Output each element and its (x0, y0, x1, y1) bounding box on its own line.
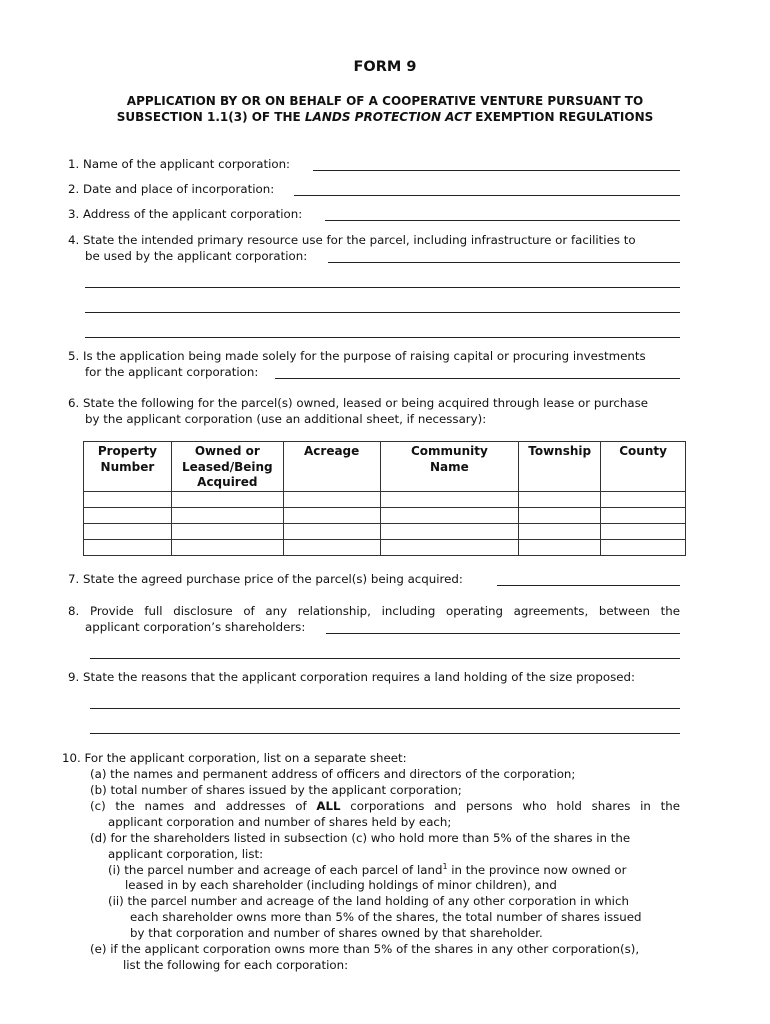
question-8-label-line-1: 8. Provide full disclosure of any relationship, including operating agreements, between the (68, 604, 680, 618)
table-cell[interactable] (519, 507, 601, 523)
table-cell[interactable] (283, 523, 380, 539)
question-10-item-d-i-line-2: leased in by each shareholder (including holdings of minor children), and (125, 878, 557, 892)
column-header-county: County (601, 442, 686, 492)
question-10-item-d-i-line-1: (i) the parcel number and acreage of each parcel of land$^1$ in the province now owned or (108, 862, 627, 877)
question-10-item-d-line-2: applicant corporation, list: (108, 847, 264, 861)
parcels-table (83, 441, 686, 556)
table-cell[interactable] (84, 507, 172, 523)
question-7-answer-line[interactable] (497, 585, 680, 586)
table-row (84, 523, 686, 539)
column-header-community-name: Community Name (380, 442, 519, 492)
form-title: FORM 9 (353, 59, 417, 75)
question-8-answer-line-2[interactable] (90, 658, 680, 659)
question-4-answer-line-2[interactable] (85, 287, 680, 288)
question-4-label-line-1: 4. State the intended primary resource use for the parcel, including infrastructure or facilities to (68, 233, 636, 247)
table-row (84, 507, 686, 523)
question-5-answer-line[interactable] (275, 378, 680, 379)
table-cell[interactable] (283, 539, 380, 555)
table-cell[interactable] (519, 491, 601, 507)
question-10-item-a: (a) the names and permanent address of officers and directors of the corporation; (90, 767, 576, 781)
table-cell[interactable] (519, 523, 601, 539)
heading-line-2: SUBSECTION 1.1(3) OF THE LANDS PROTECTION ACT EXEMPTION REGULATIONS (116, 110, 654, 124)
act-name: LANDS PROTECTION ACT (304, 110, 472, 124)
heading-line-1: APPLICATION BY OR ON BEHALF OF A COOPERATIVE VENTURE PURSUANT TO (126, 94, 644, 108)
question-5-label-line-2: for the applicant corporation: (85, 365, 259, 379)
table-cell[interactable] (380, 507, 519, 523)
table-row (84, 539, 686, 555)
question-10-item-c-line-1: (c) the names and addresses of ALL corporations and persons who hold shares in the (90, 799, 681, 813)
question-3-answer-line[interactable] (325, 220, 680, 221)
question-10-item-e-line-2: list the following for each corporation: (123, 958, 349, 972)
column-header-property-number: Property Number (84, 442, 172, 492)
table-cell[interactable] (283, 491, 380, 507)
table-cell[interactable] (84, 523, 172, 539)
table-header-row (84, 442, 686, 492)
question-6-label-line-2: by the applicant corporation (use an additional sheet, if necessary): (85, 412, 487, 426)
table-cell[interactable] (171, 491, 283, 507)
table-cell[interactable] (519, 539, 601, 555)
question-10-item-e-line-1: (e) if the applicant corporation owns more than 5% of the shares in any other corporation(s), (90, 942, 640, 956)
question-2-answer-line[interactable] (294, 195, 680, 196)
question-10-item-d-ii-line-1: (ii) the parcel number and acreage of the land holding of any other corporation in which (108, 894, 629, 908)
form-heading (60, 93, 710, 125)
question-3-label: 3. Address of the applicant corporation: (68, 207, 303, 221)
question-10-item-c-line-2: applicant corporation and number of shares held by each; (108, 815, 452, 829)
footnote-marker: 1 (442, 862, 448, 872)
question-10-item-b: (b) total number of shares issued by the applicant corporation; (90, 783, 462, 797)
question-4-answer-line-1[interactable] (328, 262, 680, 263)
table-cell[interactable] (601, 491, 686, 507)
question-9-answer-line-1[interactable] (90, 708, 680, 709)
table-cell[interactable] (84, 491, 172, 507)
question-6-label-line-1: 6. State the following for the parcel(s) owned, leased or being acquired through lease or purchase (68, 396, 648, 410)
table-cell[interactable] (84, 539, 172, 555)
table-cell[interactable] (171, 507, 283, 523)
question-5-label-line-1: 5. Is the application being made solely for the purpose of raising capital or procuring investments (68, 349, 646, 363)
question-10-item-d-line-1: (d) for the shareholders listed in subsection (c) who hold more than 5% of the shares in the (90, 831, 631, 845)
question-8-answer-line-1[interactable] (326, 633, 680, 634)
column-header-owned-or-leased: Owned or Leased/Being Acquired (171, 442, 283, 492)
question-1-answer-line[interactable] (313, 170, 680, 171)
question-7-label: 7. State the agreed purchase price of the parcel(s) being acquired: (68, 572, 463, 586)
question-10-item-d-ii-line-2: each shareholder owns more than 5% of the shares, the total number of shares issued (130, 910, 642, 924)
question-9-label: 9. State the reasons that the applicant corporation requires a land holding of the size proposed: (68, 670, 635, 684)
question-10-item-d-ii-line-3: by that corporation and number of shares owned by that shareholder. (130, 926, 543, 940)
table-cell[interactable] (283, 507, 380, 523)
table-cell[interactable] (601, 523, 686, 539)
question-9-answer-line-2[interactable] (90, 733, 680, 734)
table-cell[interactable] (601, 539, 686, 555)
table-cell[interactable] (171, 523, 283, 539)
question-4-answer-line-3[interactable] (85, 312, 680, 313)
table-row (84, 491, 686, 507)
column-header-township: Township (519, 442, 601, 492)
table-cell[interactable] (601, 507, 686, 523)
question-4-label-line-2: be used by the applicant corporation: (85, 249, 308, 263)
table-cell[interactable] (380, 491, 519, 507)
table-cell[interactable] (380, 523, 519, 539)
table-cell[interactable] (380, 539, 519, 555)
question-8-label-line-2: applicant corporation’s shareholders: (85, 620, 306, 634)
question-10-intro: 10. For the applicant corporation, list on a separate sheet: (62, 751, 407, 765)
table-cell[interactable] (171, 539, 283, 555)
question-1-label: 1. Name of the applicant corporation: (68, 157, 291, 171)
question-2-label: 2. Date and place of incorporation: (68, 182, 275, 196)
column-header-acreage: Acreage (283, 442, 380, 492)
question-4-answer-line-4[interactable] (85, 337, 680, 338)
